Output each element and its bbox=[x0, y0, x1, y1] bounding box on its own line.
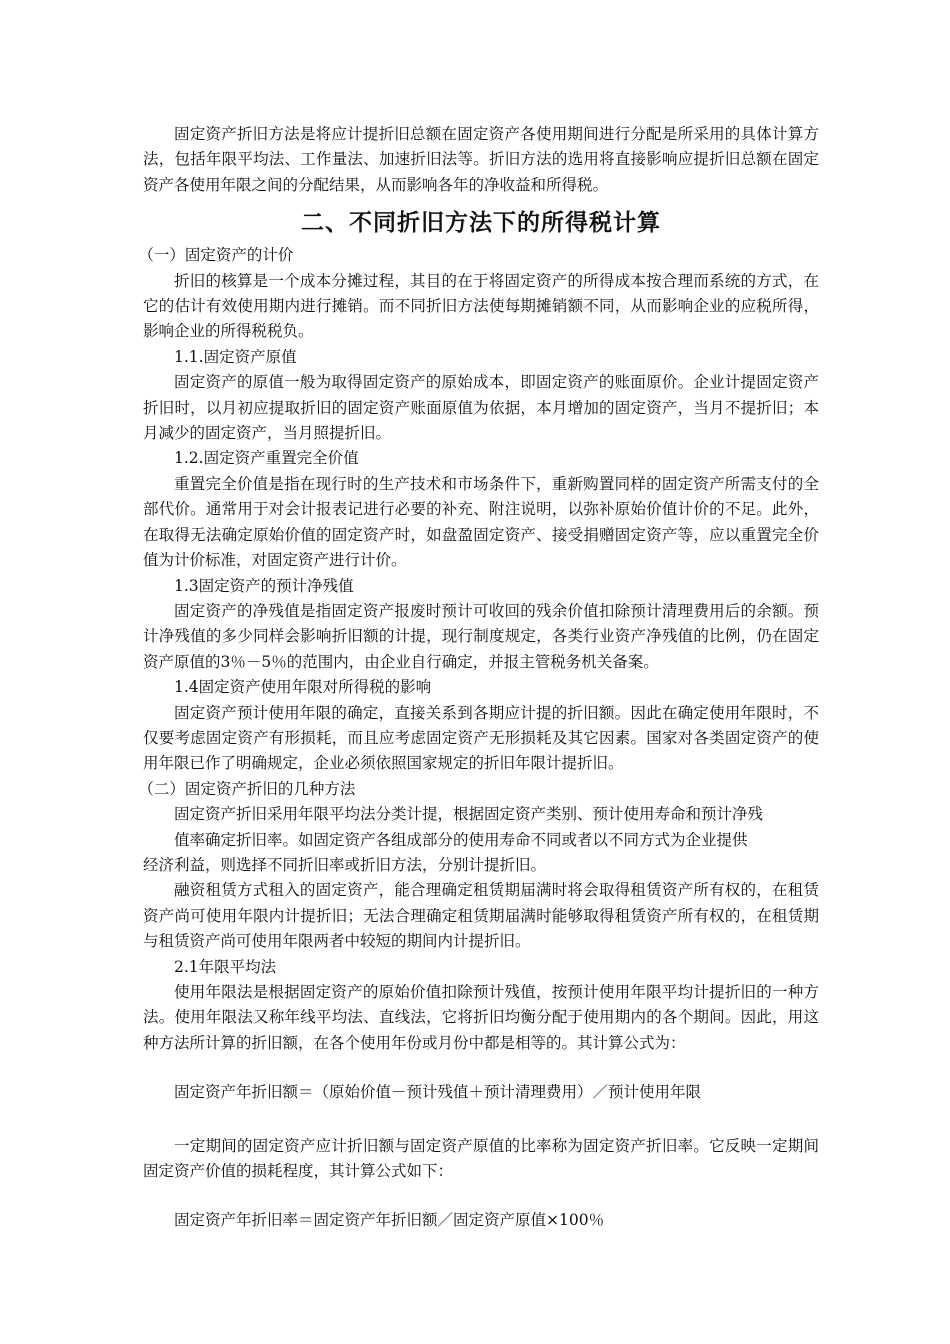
paragraph-line: 固定资产折旧采用年限平均法分类计提，根据固定资产类别、预计使用寿命和预计净残 bbox=[174, 805, 764, 824]
subsection-2-paragraph-1 bbox=[143, 802, 819, 878]
depreciation-rate-text: 一定期间的固定资产应计折旧额与固定资产原值的比率称为固定资产折旧率。它反映一定期间固定资产价值的损耗程度，其计算公式如下： bbox=[143, 1136, 819, 1181]
paragraph-line: 值率确定折旧率。如固定资产各组成部分的使用寿命不同或者以不同方式为企业提供 bbox=[174, 830, 748, 849]
method-2-1-title: 2.1年限平均法 bbox=[174, 957, 277, 976]
item-1-1-text: 固定资产的原值一般为取得固定资产的原始成本，即固定资产的账面原价。企业计提固定资产折旧时，以月初应提取折旧的固定资产账面原值为依据，本月增加的固定资产，当月不提折旧；本月减少的固定资产，当月照提折旧。 bbox=[143, 373, 819, 443]
item-1-4-text: 固定资产预计使用年限的确定，直接关系到各期应计提的折旧额。因此在确定使用年限时，不仅要考虑固定资产有形损耗，而且应考虑固定资产无形损耗及其它因素。国家对各类固定资产的使用年限已作了明确规定，企业必须依照国家规定的折旧年限计提折旧。 bbox=[143, 703, 819, 773]
item-1-4-title: 1.4固定资产使用年限对所得税的影响 bbox=[174, 678, 432, 697]
subsection-heading-1: （一）固定资产的计价 bbox=[138, 246, 294, 265]
item-1-2-text: 重置完全价值是指在现行时的生产技术和市场条件下，重新购置同样的固定资产所需支付的全部代价。通常用于对会计报表记进行必要的补充、附注说明，以弥补原始价值计价的不足。此外，在取得无法确定原始价值的固定资产时，如盘盈固定资产、接受捐赠固定资产等，应以重置完全价值为计价标准，对固定资产进行计价。 bbox=[143, 474, 819, 570]
item-1-1-title: 1.1.固定资产原值 bbox=[174, 347, 297, 366]
subsection-2-paragraph-2: 融资租赁方式租入的固定资产，能合理确定租赁期届满时将会取得租赁资产所有权的，在租赁资产尚可使用年限内计提折旧；无法合理确定租赁期届满时能够取得租赁资产所有权的，在租赁期与租赁资产尚可使用年限两者中较短的期间内计提折旧。 bbox=[143, 881, 819, 951]
item-1-3-text: 固定资产的净残值是指固定资产报废时预计可收回的残余价值扣除预计清理费用后的余额。预计净残值的多少同样会影响折旧额的计提，现行制度规定，各类行业资产净残值的比例，仍在固定资产原值的3％－5％的范围内，由企业自行确定，并报主管税务机关备案。 bbox=[143, 601, 819, 671]
document-body bbox=[138, 122, 819, 1262]
item-1-3-title: 1.3固定资产的预计净残值 bbox=[174, 576, 354, 595]
intro-paragraph: 固定资产折旧方法是将应计提折旧总额在固定资产各使用期间进行分配是所采用的具体计算方法，包括年限平均法、工作量法、加速折旧法等。折旧方法的选用将直接影响应提折旧总额在固定资产各使用年限之间的分配结果，从而影响各年的净收益和所得税。 bbox=[143, 125, 819, 194]
method-2-1-text: 使用年限法是根据固定资产的原始价值扣除预计残值，按预计使用年限平均计提折旧的一种方法。使用年限法又称年线平均法、直线法，它将折旧均衡分配于使用期内的各个期间。因此，用这种方法所计算的折旧额，在各个使用年份或月份中都是相等的。其计算公式为： bbox=[143, 983, 819, 1052]
section-title: 二、不同折旧方法下的所得税计算 bbox=[301, 209, 661, 237]
item-1-2-title: 1.2.固定资产重置完全价值 bbox=[174, 449, 359, 468]
subsection-heading-2: （二）固定资产折旧的几种方法 bbox=[138, 779, 356, 798]
formula-depreciation-rate: 固定资产年折旧率＝固定资产年折旧额／固定资产原值×100％ bbox=[174, 1211, 605, 1230]
paragraph-line: 经济利益，则选择不同折旧率或折旧方法，分别计提折旧。 bbox=[143, 855, 547, 874]
formula-annual-depreciation: 固定资产年折旧额＝（原始价值－预计残值＋预计清理费用）／预计使用年限 bbox=[174, 1083, 702, 1102]
subsection-1-paragraph: 折旧的核算是一个成本分摊过程，其目的在于将固定资产的所得成本按合理而系统的方式，在它的估计有效使用期内进行摊销。而不同折旧方法使每期摊销额不同，从而影响企业的应税所得，影响企业的所得税税负。 bbox=[143, 271, 819, 341]
